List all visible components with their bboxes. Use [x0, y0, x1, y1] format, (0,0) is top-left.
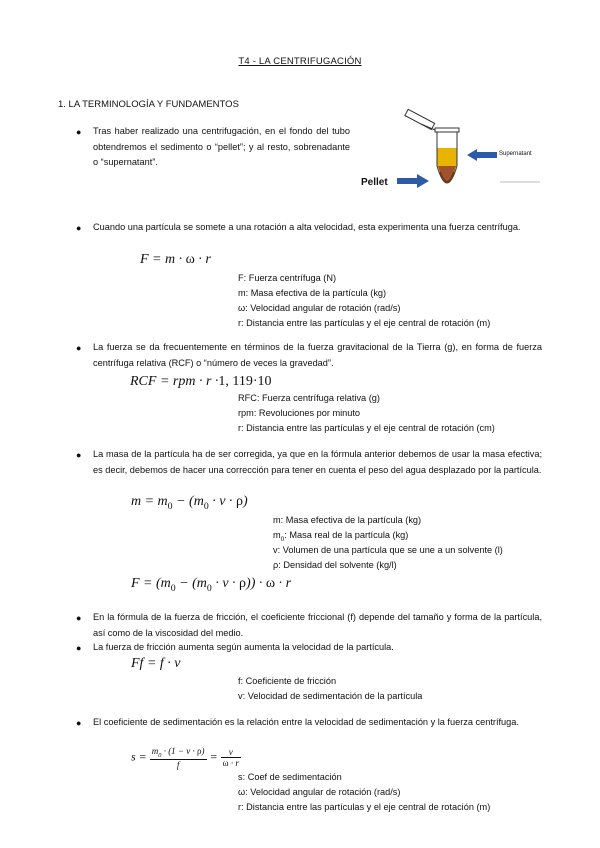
definitions-centrifugal: F: Fuerza centrífuga (N) m: Masa efectiva de la partícula (kg) ω: Velocidad angular de rotación (rad/s) r: Distancia entre las partículas y el eje central de rotación (m)	[238, 273, 491, 328]
formula-centrifugal-force: F = m · ω · r	[140, 252, 211, 267]
formula-effective-mass: $m = m_0 - (m_0 \cdot v \cdot \rho)$	[131, 494, 248, 512]
bullet-text-sedimentation: El coeficiente de sedimentación es la relación entre la velocidad de sedimentación y la fuerza centrífuga.	[93, 717, 519, 727]
pellet-label: Pellet	[361, 177, 388, 188]
bullet-text-friction-velocity: La fuerza de fricción aumenta según aumenta la velocidad de la partícula.	[93, 642, 394, 652]
formula-sedimentation: s = $\frac{m_0 \cdot (1 - v \cdot \rho)}{f}$ = $\frac{v}{\omega \cdot r}$	[131, 746, 239, 770]
formula-rcf: RCF = rpm · r ·1, 119·10	[130, 374, 272, 389]
supernatant-label: Supernatant	[499, 151, 532, 157]
bullet-icon: ●	[76, 223, 82, 233]
definitions-friction: f: Coeficiente de fricción v: Velocidad de sedimentación de la partícula	[238, 676, 423, 701]
bullet-icon: ●	[76, 343, 82, 353]
bullet-text-centrifugal: Cuando una partícula se somete a una rotación a alta velocidad, esta experimenta una fuerza centrífuga.	[93, 222, 521, 232]
bullet-icon: ●	[76, 127, 82, 137]
definitions-rcf: RFC: Fuerza centrífuga relativa (g) rpm: Revoluciones por minuto r: Distancia entre las partículas y el eje central de rotación (cm)	[238, 393, 495, 433]
formula-force-corrected: $F = (m_0 - (m_0 \cdot v \cdot \rho)) \cdot \omega \cdot r$	[131, 576, 292, 594]
bullet-icon: ●	[76, 718, 82, 728]
definitions-sedimentation: s: Coef de sedimentación ω: Velocidad angular de rotación (rad/s) r: Distancia entre las partículas y el eje central de rotación (m)	[238, 772, 491, 812]
bullet-text-friction-coefficient: En la fórmula de la fuerza de fricción, el coeficiente friccional (f) depende del tamaño y forma de la partícula, así como de la viscosidad del medio.	[93, 612, 542, 638]
supernatant-arrow-icon	[467, 149, 497, 161]
tube-icon	[435, 128, 459, 183]
bullet-text-pellet: Tras haber realizado una centrifugación, en el fondo del tubo obtendremos el sedimento o “pellet”; y al resto, sobrenadante o “supernatant”.	[93, 126, 350, 167]
section-heading: 1. LA TERMINOLOGÍA Y FUNDAMENTOS	[58, 99, 239, 110]
tube-cap-icon	[405, 109, 435, 130]
bullet-text-rcf: La fuerza se da frecuentemente en términos de la fuerza gravitacional de la Tierra (g), en forma de fuerza centrífuga relativa (RCF) o “número de veces la gravedad”.	[93, 342, 542, 368]
page-title: T4 - LA CENTRIFUGACIÓN	[238, 56, 362, 67]
bullet-icon: ●	[76, 450, 82, 460]
bullet-icon: ●	[76, 643, 82, 653]
bullet-text-mass-correction: La masa de la partícula ha de ser corregida, ya que en la fórmula anterior debemos de usar la masa efectiva; es decir, debemos de hacer una corrección para tener en cuenta el peso del agua desplazado por la partícula.	[93, 449, 542, 475]
bullet-icon: ●	[76, 613, 82, 623]
formula-friction: Ff = f · v	[131, 656, 181, 671]
pellet-arrow-icon	[397, 174, 429, 188]
definitions-mass: m: Masa efectiva de la partícula (kg) $m_0$: Masa real de la partícula (kg) v: Volumen de una partícula que se une a un solvente (l) ρ: Densidad del solvente (kg/l)	[273, 515, 503, 570]
